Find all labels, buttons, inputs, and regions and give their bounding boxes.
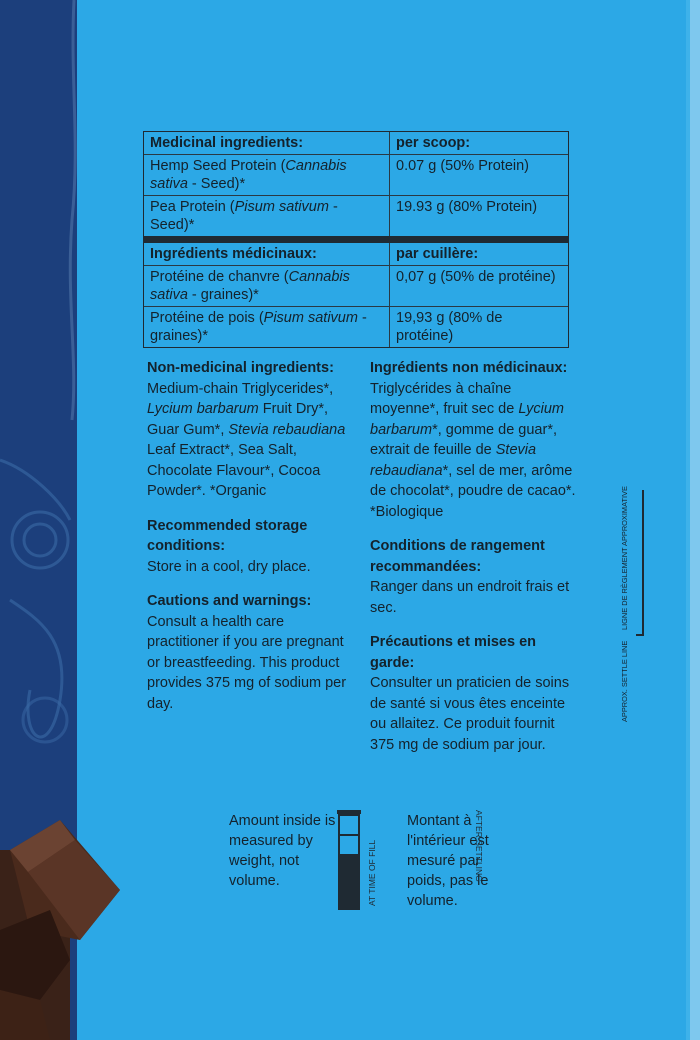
storage-section-fr [370, 536, 580, 618]
edge-highlight [690, 0, 700, 1040]
table-header-en [144, 132, 568, 154]
column-header-ingredient-fr: Ingrédients médicinaux: [144, 243, 390, 265]
fill-label: AT TIME OF FILL [367, 839, 377, 906]
cautions-section-en [147, 591, 347, 714]
ingredient-cell: Pea Protein (Pisum sativum - Seed)* [144, 196, 390, 236]
column-header-amount: per scoop: [396, 135, 471, 151]
table-row [144, 154, 568, 195]
table-header-fr [144, 243, 568, 265]
table-row [144, 265, 568, 306]
fill-notice-fr: Montant à l'intérieur est mesuré par poids, pas le volume. [407, 813, 489, 909]
ingredient-cell: Protéine de chanvre (Cannabis sativa - graines)* [144, 266, 390, 306]
table-row [144, 306, 568, 347]
section-text: Consulter un praticien de soins de santé si vous êtes enceinte ou allaitez. Ce produit fournit 375 mg de sodium par jour. [370, 675, 570, 753]
storage-section-en [147, 516, 347, 578]
ingredient-cell: Hemp Seed Protein (Cannabis sativa - Seed)* [144, 155, 390, 195]
settle-label-fr: LIGNE DE RÈGLEMENT APPROXIMATIVE [620, 486, 629, 630]
chocolate-pieces-image [0, 810, 130, 1040]
ingredient-cell: Protéine de pois (Pisum sativum - graines)* [144, 307, 390, 347]
section-heading: Recommended storage conditions: [147, 517, 308, 554]
section-text: Consult a health care practitioner if you are pregnant or breastfeeding. This product provides 375 mg of sodium per day. [147, 613, 347, 712]
amount-cell: 0.07 g (50% Protein) [396, 158, 529, 174]
column-header-ingredient: Medicinal ingredients: [144, 132, 390, 154]
settle-label: AFTER SETTLING [474, 810, 484, 882]
settle-line [642, 490, 644, 636]
english-column [147, 358, 347, 728]
table-row [144, 195, 568, 236]
settle-tick [636, 634, 644, 636]
amount-cell: 19,93 g (80% de protéine) [396, 310, 503, 344]
table-divider [144, 236, 568, 243]
amount-cell: 0,07 g (50% de protéine) [396, 269, 556, 285]
section-heading: Cautions and warnings: [147, 593, 312, 609]
cautions-section-fr [370, 632, 580, 755]
section-text: Ranger dans un endroit frais et sec. [370, 579, 570, 616]
section-heading: Non-medicinal ingredients: [147, 360, 334, 376]
fill-notice-en: Amount inside is measured by weight, not volume. [229, 813, 336, 889]
section-text: Medium-chain Triglycerides*, Lycium barbarum Fruit Dry*, Guar Gum*, Stevia rebaudiana Leaf Extract*, Sea Salt, Chocolate Flavour*, Cocoa Powder*. *Organic [147, 380, 346, 499]
nonmedicinal-section-en [147, 358, 347, 502]
section-heading: Conditions de rangement recommandées: [370, 538, 545, 575]
nonmedicinal-section-fr [370, 358, 580, 522]
amount-cell: 19.93 g (80% Protein) [396, 199, 538, 215]
settle-label-en: APPROX. SETTLE LINE [620, 640, 629, 722]
section-text: Triglycérides à chaîne moyenne*, fruit sec de Lycium barbarum*, gomme de guar*, extrait de feuille de Stevia rebaudiana*, sel de mer, arôme de chocolat*, poudre de cacao*. *Biologique [370, 380, 576, 520]
medicinal-ingredients-table [143, 131, 569, 348]
column-header-amount-fr: par cuillère: [396, 246, 479, 262]
section-text: Store in a cool, dry place. [147, 558, 311, 575]
section-heading: Ingrédients non médicinaux: [370, 360, 568, 376]
section-heading: Précautions et mises en garde: [370, 634, 537, 671]
french-column [370, 358, 580, 769]
